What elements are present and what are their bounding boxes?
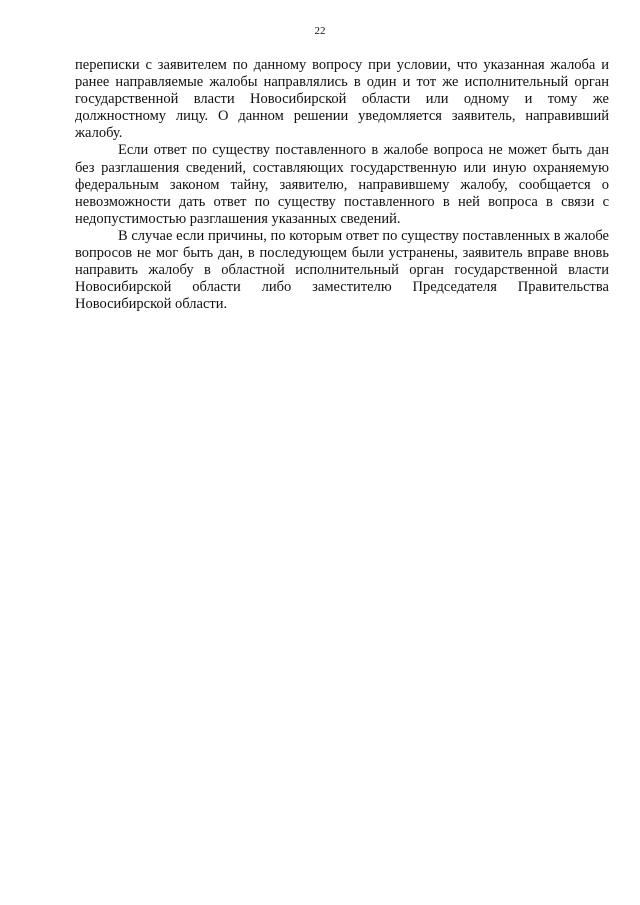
paragraph-continuation: переписки с заявителем по данному вопросу при условии, что указанная жалоба и ранее направляемые жалобы направлялись в один и тот же исполнительный орган государственной власти Новосибирской области или одному и тому же должностному лицу. О данном решении уведомляется заявитель, направивший жалобу.	[75, 57, 609, 142]
paragraph-resubmission: В случае если причины, по которым ответ по существу поставленных в жалобе вопросов не мог быть дан, в последующем были устранены, заявитель вправе вновь направить жалобу в областной исполнительный орган государственной власти Новосибирской области либо заместителю Председателя Правительства Новосибирской области.	[75, 227, 609, 313]
page-number: 22	[314, 25, 326, 37]
paragraph-secrecy: Если ответ по существу поставленного в жалобе вопроса не может быть дан без разглашения сведений, составляющих государственную или иную охраняемую федеральным законом тайну, заявителю, направившему жалобу, сообщается о невозможности дать ответ по существу поставленного в ней вопроса в связи с недопустимостью разглашения указанных сведений.	[75, 142, 609, 227]
document-body	[75, 57, 609, 313]
